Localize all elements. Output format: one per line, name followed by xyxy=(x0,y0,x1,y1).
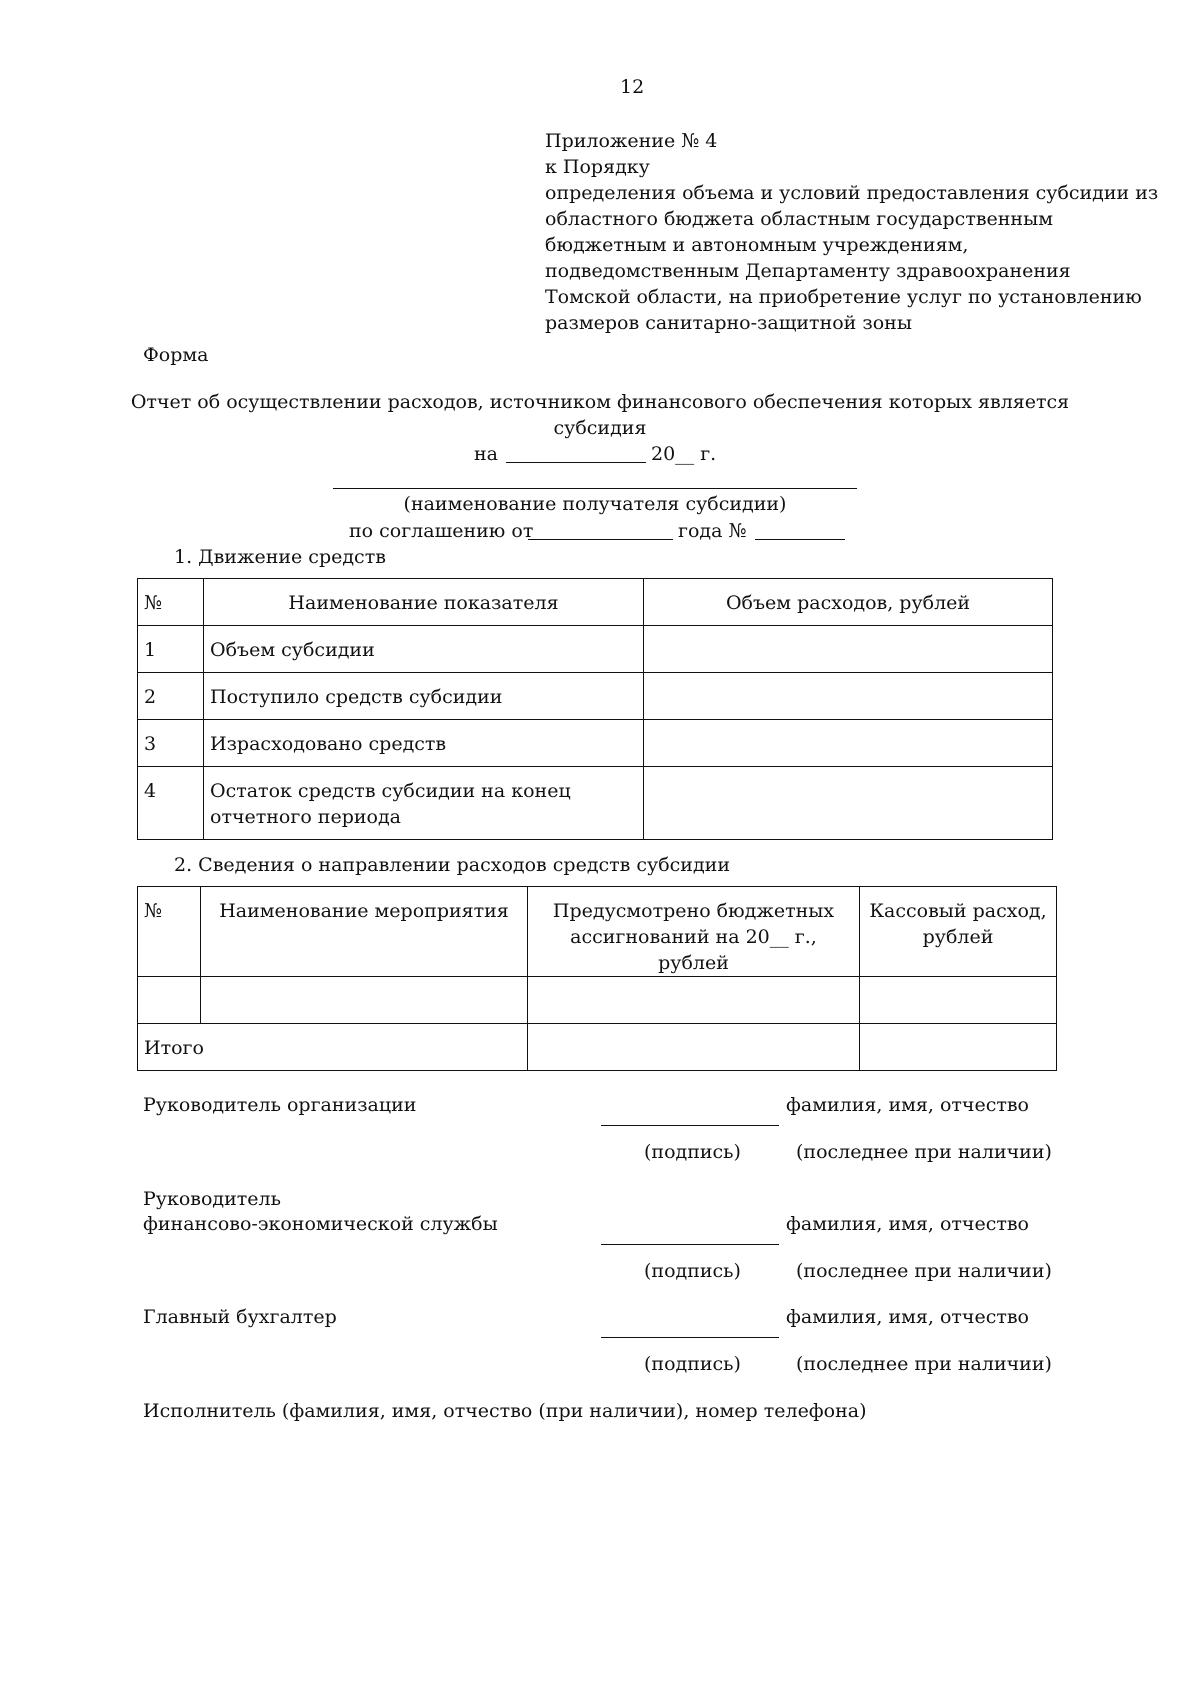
header-amount: Объем расходов, рублей xyxy=(644,579,1053,626)
signature-caption: (подпись) xyxy=(644,1353,741,1375)
row-name: Объем субсидии xyxy=(204,626,644,673)
appendix-line: бюджетным и автономным учреждениям, xyxy=(545,234,969,256)
signature-fin-label-line1: Руководитель xyxy=(143,1188,281,1210)
section2-table xyxy=(137,886,1057,1071)
row-num: 4 xyxy=(138,767,204,840)
report-year: 20__ г. xyxy=(651,443,717,465)
appendix-line: определения объема и условий предоставления субсидии из xyxy=(545,182,1159,204)
header-num: № xyxy=(138,579,204,626)
row-cash-cell[interactable] xyxy=(860,977,1057,1024)
appendix-line: подведомственным Департаменту здравоохранения xyxy=(545,260,1071,282)
agreement-number-line xyxy=(755,539,845,540)
header-cash xyxy=(860,887,1057,977)
header-planned-line: ассигнований на 20__ г., рублей xyxy=(570,926,817,974)
row-amount-cell[interactable] xyxy=(644,720,1053,767)
signature-line[interactable] xyxy=(601,1244,779,1245)
row-name: Израсходовано средств xyxy=(204,720,644,767)
appendix-line: размеров санитарно-защитной зоны xyxy=(545,312,912,334)
report-title-line1: Отчет об осуществлении расходов, источником финансового обеспечения которых является xyxy=(130,391,1070,413)
row-amount-cell[interactable] xyxy=(644,626,1053,673)
header-planned xyxy=(528,887,860,977)
section1-title: 1. Движение средств xyxy=(174,546,386,568)
row-num: 3 xyxy=(138,720,204,767)
recipient-name-line xyxy=(333,488,857,489)
signature-caption: (подпись) xyxy=(644,1260,741,1282)
row-num: 1 xyxy=(138,626,204,673)
row-num: 2 xyxy=(138,673,204,720)
signature-caption: (подпись) xyxy=(644,1141,741,1163)
page-number: 12 xyxy=(620,76,645,98)
table-row xyxy=(138,673,1053,720)
header-num: № xyxy=(138,887,201,977)
signature-fin-label-line2: финансово-экономической службы xyxy=(143,1213,498,1235)
table-row xyxy=(138,626,1053,673)
header-planned-line: Предусмотрено бюджетных xyxy=(552,900,835,922)
report-title-line2: субсидия xyxy=(553,417,647,439)
total-planned-cell[interactable] xyxy=(528,1024,860,1071)
row-amount-cell[interactable] xyxy=(644,673,1053,720)
signature-line[interactable] xyxy=(601,1125,779,1126)
total-cash-cell[interactable] xyxy=(860,1024,1057,1071)
agreement-year: года № xyxy=(678,520,747,542)
table-row xyxy=(138,767,1053,840)
signature-head-label: Руководитель организации xyxy=(143,1094,417,1116)
fio-label: фамилия, имя, отчество xyxy=(786,1213,1029,1235)
appendix-line: к Порядку xyxy=(545,156,650,178)
row-name-line: Остаток средств субсидии на конец xyxy=(210,780,571,802)
total-row xyxy=(138,1024,1057,1071)
appendix-title: Приложение № 4 xyxy=(545,130,718,152)
executor-line: Исполнитель (фамилия, имя, отчество (при наличии), номер телефона) xyxy=(143,1400,867,1422)
table-header-row xyxy=(138,887,1057,977)
last-name-caption: (последнее при наличии) xyxy=(796,1353,1052,1375)
last-name-caption: (последнее при наличии) xyxy=(796,1141,1052,1163)
fio-label: фамилия, имя, отчество xyxy=(786,1094,1029,1116)
appendix-line: Томской области, на приобретение услуг по установлению xyxy=(545,286,1142,308)
table-row xyxy=(138,720,1053,767)
form-label: Форма xyxy=(143,344,209,366)
appendix-line: областного бюджета областным государственным xyxy=(545,208,1053,230)
row-amount-cell[interactable] xyxy=(644,767,1053,840)
row-event-cell[interactable] xyxy=(201,977,528,1024)
fio-label: фамилия, имя, отчество xyxy=(786,1306,1029,1328)
recipient-caption: (наименование получателя субсидии) xyxy=(403,493,787,515)
header-cash-line: Кассовый расход, xyxy=(869,900,1047,922)
row-planned-cell[interactable] xyxy=(528,977,860,1024)
row-num-cell[interactable] xyxy=(138,977,201,1024)
appendix-block xyxy=(545,128,1158,336)
row-name xyxy=(204,767,644,840)
report-date-line xyxy=(506,462,646,463)
header-indicator: Наименование показателя xyxy=(204,579,644,626)
signature-accountant-label: Главный бухгалтер xyxy=(143,1306,337,1328)
signature-line[interactable] xyxy=(601,1337,779,1338)
agreement-date-line xyxy=(528,539,673,540)
section1-table xyxy=(137,578,1053,840)
last-name-caption: (последнее при наличии) xyxy=(796,1260,1052,1282)
table-header-row xyxy=(138,579,1053,626)
row-name: Поступило средств субсидии xyxy=(204,673,644,720)
section2-title: 2. Сведения о направлении расходов средств субсидии xyxy=(174,854,730,876)
header-cash-line: рублей xyxy=(922,926,994,948)
agreement-prefix: по соглашению от xyxy=(349,520,534,542)
report-on-prefix: на xyxy=(474,443,498,465)
header-event: Наименование мероприятия xyxy=(201,887,528,977)
row-name-line: отчетного периода xyxy=(210,806,402,828)
table-row xyxy=(138,977,1057,1024)
total-label: Итого xyxy=(138,1024,528,1071)
